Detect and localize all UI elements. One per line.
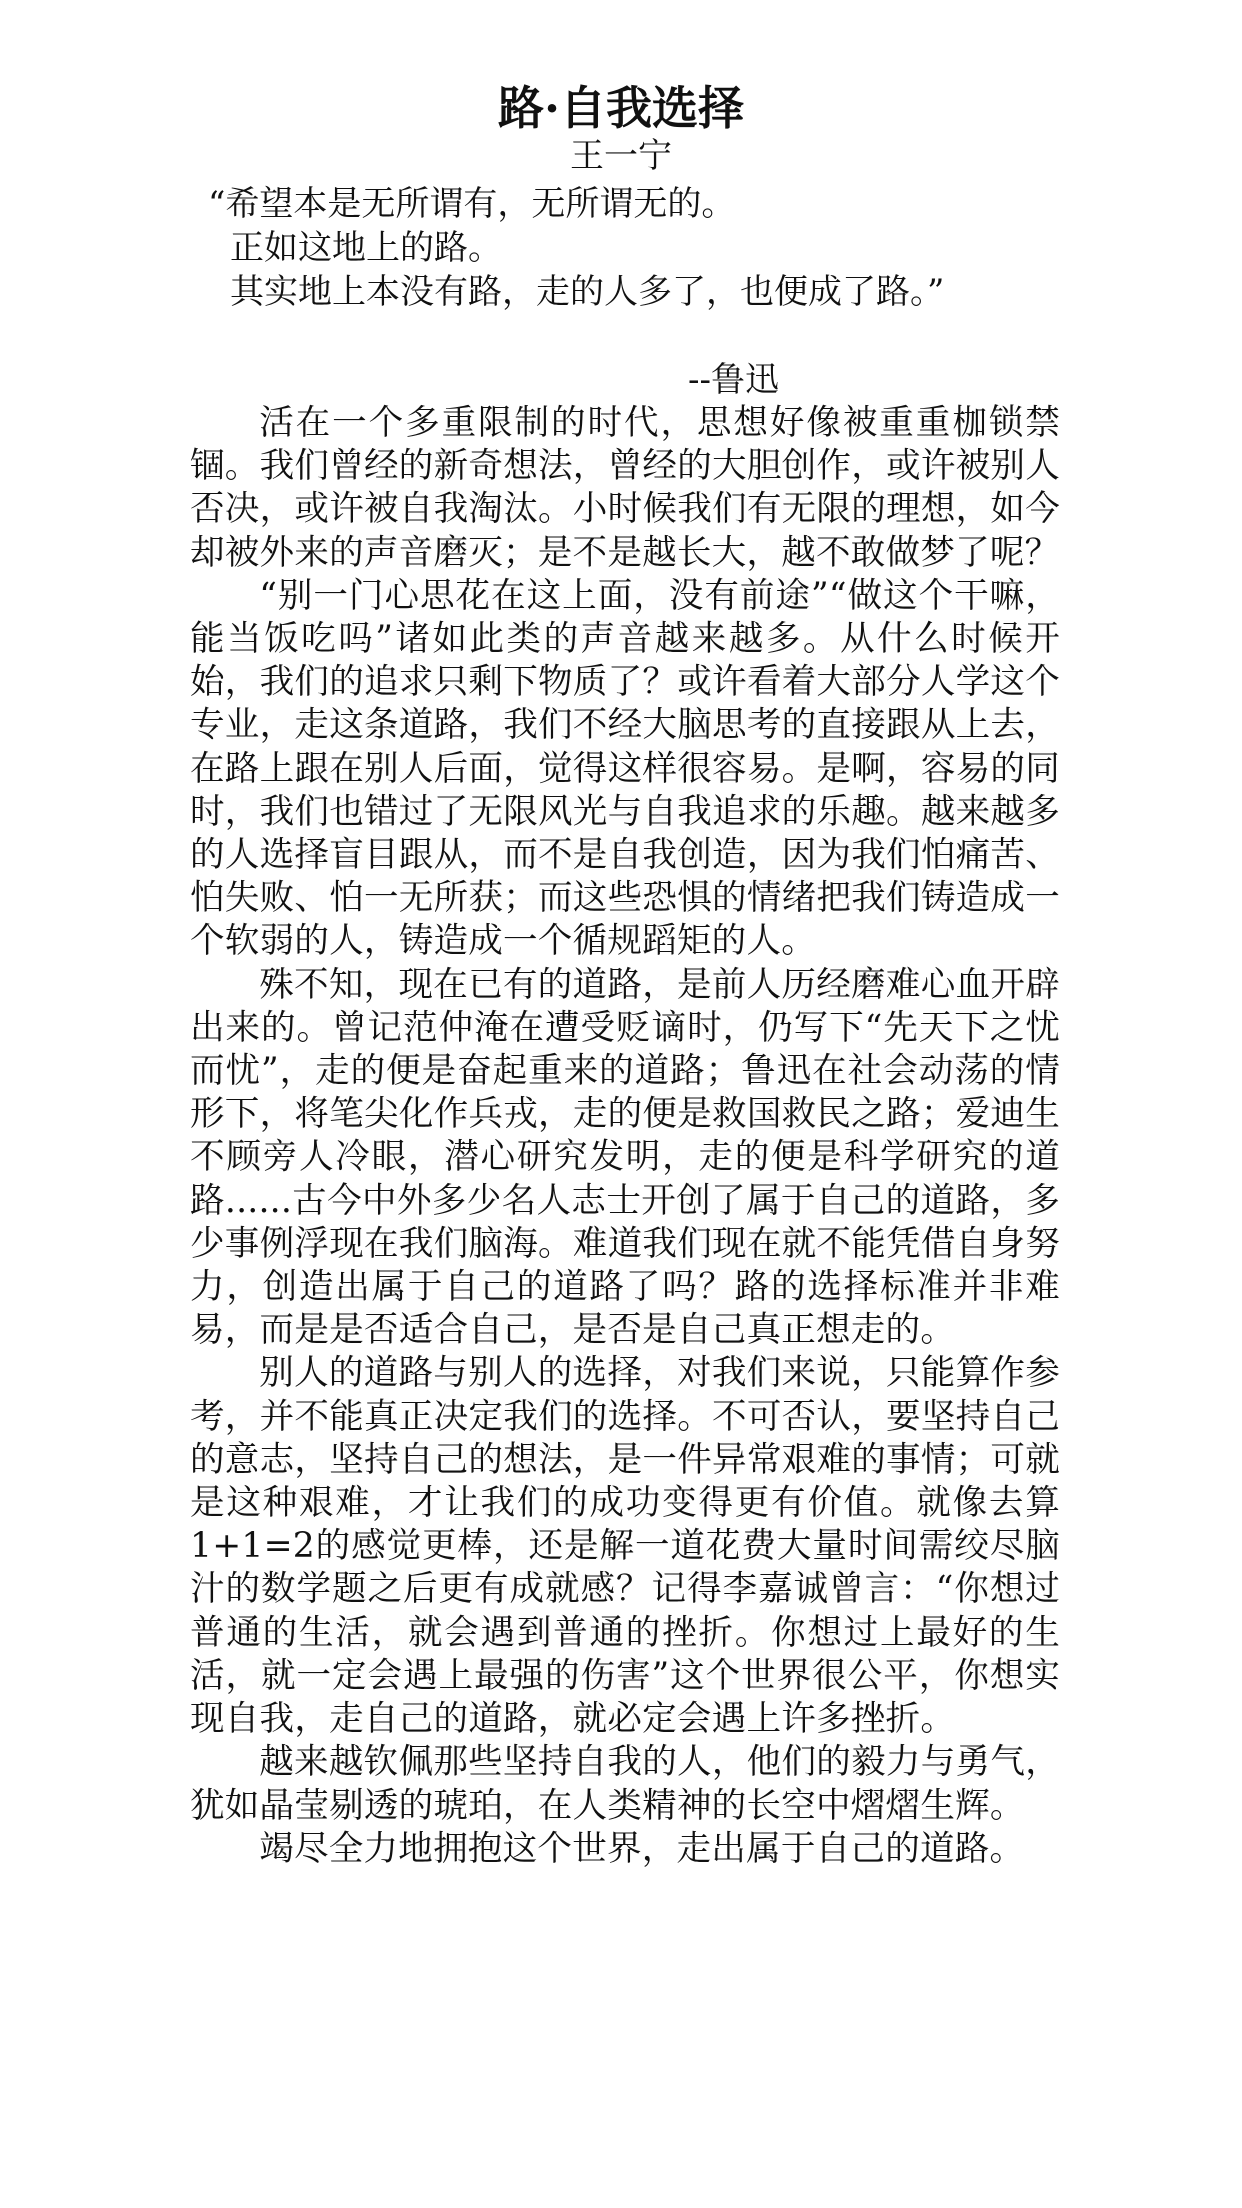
essay-author: 王一宁 (570, 136, 672, 176)
body-paragraph: “别一门心思花在这上面，没有前途”“做这个干嘛，能当饭吃吗”诸如此类的声音越来越多。从什么时候开始，我们的追求只剩下物质了？或许看着大部分人学这个专业，走这条道路，我们不经大脑思考的直接跟从上去，在路上跟在别人后面，觉得这样很容易。是啊，容易的同时，我们也错过了无限风光与自我追求的乐趣。越来越多的人选择盲目跟从，而不是自我创造，因为我们怕痛苦、怕失败、怕一无所获；而这些恐惧的情绪把我们铸造成一个软弱的人，铸造成一个循规蹈矩的人。 (190, 575, 1060, 962)
epigraph-line: 正如这地上的路。 (230, 228, 502, 268)
body-paragraph: 竭尽全力地拥抱这个世界，走出属于自己的道路。 (259, 1828, 1025, 1869)
body-paragraph: 殊不知，现在已有的道路，是前人历经磨难心血开辟出来的。曾记范仲淹在遭受贬谪时，仍写下“先天下之忧而忧”，走的便是奋起重来的道路；鲁迅在社会动荡的情形下，将笔尖化作兵戎，走的便是救国救民之路；爱迪生不顾旁人冷眼，潜心研究发明，走的便是科学研究的道路......古今中外多少名人志士开创了属于自己的道路，多少事例浮现在我们脑海。难道我们现在就不能凭借自身努力，创造出属于自己的道路了吗？路的选择标准并非难易，而是是否适合自己，是否是自己真正想走的。 (190, 964, 1060, 1351)
epigraph-line: 其实地上本没有路，走的人多了，也便成了路。” (230, 272, 945, 312)
epigraph-quote (208, 182, 1108, 314)
essay-body (190, 402, 1060, 1871)
body-paragraph: 别人的道路与别人的选择，对我们来说，只能算作参考，并不能真正决定我们的选择。不可否认，要坚持自己的意志，坚持自己的想法，是一件异常艰难的事情；可就是这种艰难，才让我们的成功变得更有价值。就像去算1+1=2的感觉更棒，还是解一道花费大量时间需绞尽脑汁的数学题之后更有成就感？记得李嘉诚曾言：“你想过普通的生活，就会遇到普通的挫折。你想过上最好的生活，就一定会遇上最强的伤害”这个世界很公平，你想实现自我，走自己的道路，就必定会遇上许多挫折。 (190, 1353, 1060, 1740)
body-paragraph: 活在一个多重限制的时代，思想好像被重重枷锁禁锢。我们曾经的新奇想法，曾经的大胆创作，或许被别人否决，或许被自我淘汰。小时候我们有无限的理想，如今却被外来的声音磨灭；是不是越长大，越不敢做梦了呢？ (190, 403, 1060, 573)
essay-title: 路·自我选择 (497, 81, 744, 135)
body-paragraph: 越来越钦佩那些坚持自我的人，他们的毅力与勇气，犹如晶莹剔透的琥珀，在人类精神的长空中熠熠生辉。 (190, 1742, 1060, 1826)
epigraph-line: “希望本是无所谓有，无所谓无的。 (208, 184, 736, 224)
epigraph-source: --鲁迅 (688, 360, 779, 400)
